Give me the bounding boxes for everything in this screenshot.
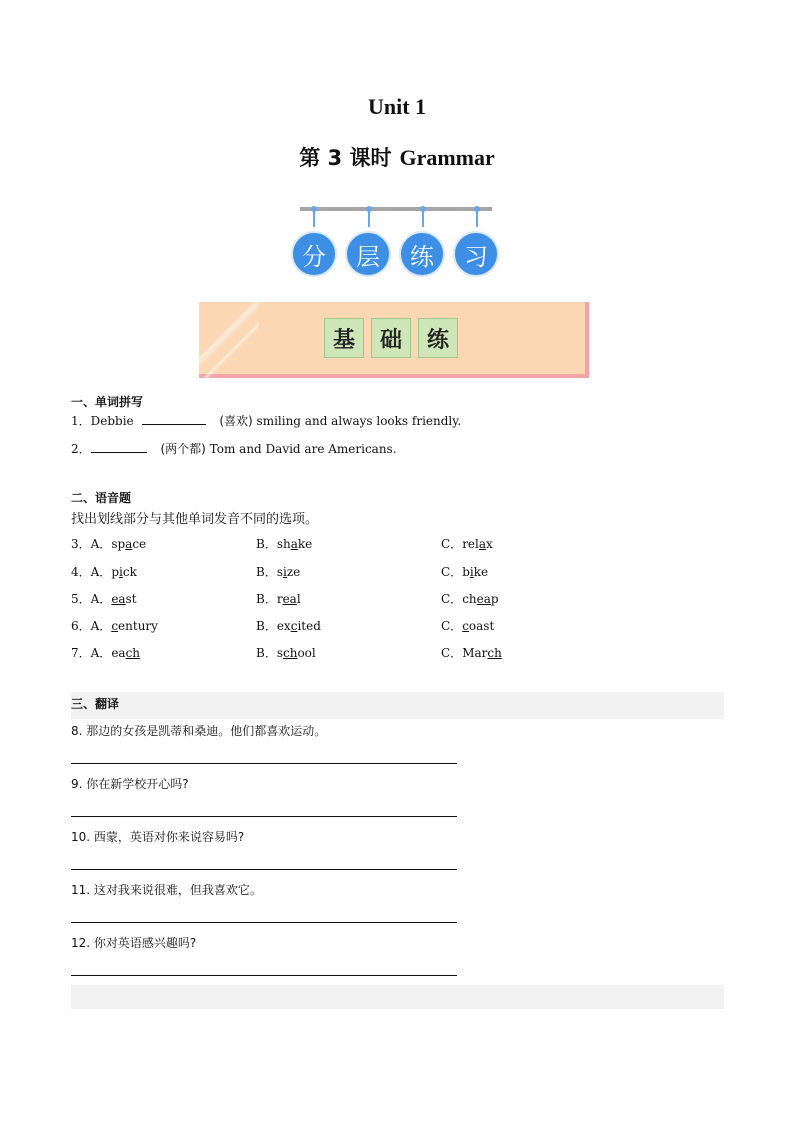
section-heading: 一、单词拼写 xyxy=(71,395,144,409)
unit-title: Unit 1 xyxy=(367,94,427,119)
translation-question: 9. 你在新学校开心吗? xyxy=(71,777,189,791)
section-heading: 二、语音题 xyxy=(71,491,132,505)
banner-tile: 练 xyxy=(418,318,458,358)
option-label: B． xyxy=(256,565,277,579)
phonics-option-a[interactable] xyxy=(71,535,146,552)
option-word: cheap xyxy=(462,592,499,606)
phonics-option-c[interactable] xyxy=(441,644,502,661)
section-heading: 三、翻译 xyxy=(71,697,120,711)
phonics-option-a[interactable] xyxy=(71,644,140,661)
option-word: space xyxy=(111,537,147,551)
question-text: Tom and David are Americans. xyxy=(209,442,397,456)
answer-line[interactable] xyxy=(71,816,457,817)
option-label: C． xyxy=(441,646,463,660)
lesson-topic: Grammar xyxy=(399,145,495,170)
question-number: 1．Debbie xyxy=(71,414,134,428)
banner-tile: 础 xyxy=(371,318,411,358)
translation-question: 8. 那边的女孩是凯蒂和桑迪。他们都喜欢运动。 xyxy=(71,724,327,738)
hint: (两个都) xyxy=(160,442,206,456)
answer-line[interactable] xyxy=(71,922,457,923)
pin-string xyxy=(313,209,315,227)
banner-tile: 基 xyxy=(324,318,364,358)
option-word: relax xyxy=(462,537,493,551)
question-1 xyxy=(71,412,461,429)
instruction: 找出划线部分与其他单词发音不同的选项。 xyxy=(71,512,319,527)
option-word: shake xyxy=(276,537,313,551)
option-word: school xyxy=(276,646,316,660)
option-word: pick xyxy=(111,565,137,579)
question-number: 6．A． xyxy=(71,619,112,633)
pin-string xyxy=(422,209,424,227)
lesson-title xyxy=(0,142,794,172)
phonics-option-c[interactable] xyxy=(441,535,493,552)
phonics-option-c[interactable] xyxy=(441,563,488,580)
answer-line[interactable] xyxy=(71,869,457,870)
question-text: smiling and always looks friendly. xyxy=(256,414,462,428)
option-word: bike xyxy=(462,565,489,579)
option-label: C． xyxy=(441,565,463,579)
section-shade xyxy=(71,985,724,1009)
option-word: century xyxy=(111,619,158,633)
pin-string xyxy=(368,209,370,227)
option-word: size xyxy=(276,565,301,579)
phonics-option-c[interactable] xyxy=(441,617,494,634)
question-number: 5．A． xyxy=(71,592,112,606)
translation-question: 11. 这对我来说很难，但我喜欢它。 xyxy=(71,883,262,897)
question-2 xyxy=(71,440,397,457)
hint: (喜欢) xyxy=(219,414,253,428)
phonics-option-b[interactable] xyxy=(256,644,316,661)
phonics-option-b[interactable] xyxy=(256,535,312,552)
pin-string xyxy=(476,209,478,227)
option-label: C． xyxy=(441,537,463,551)
translation-question: 10. 西蒙，英语对你来说容易吗? xyxy=(71,830,245,844)
badge-circle: 习 xyxy=(453,231,499,277)
option-label: B． xyxy=(256,592,277,606)
option-word: excited xyxy=(276,619,321,633)
badge-hanger-bar xyxy=(300,207,492,211)
translation-question: 12. 你对英语感兴趣吗? xyxy=(71,936,197,950)
option-word: each xyxy=(111,646,141,660)
question-number: 2． xyxy=(71,442,91,456)
badge-circle: 层 xyxy=(345,231,391,277)
badge-circle: 练 xyxy=(399,231,445,277)
phonics-option-b[interactable] xyxy=(256,617,321,634)
phonics-option-a[interactable] xyxy=(71,563,137,580)
option-label: B． xyxy=(256,646,277,660)
answer-blank[interactable] xyxy=(91,440,147,453)
answer-blank[interactable] xyxy=(142,412,206,425)
option-word: east xyxy=(111,592,137,606)
question-number: 3．A． xyxy=(71,537,112,551)
option-label: B． xyxy=(256,537,277,551)
option-word: coast xyxy=(462,619,495,633)
answer-line[interactable] xyxy=(71,975,457,976)
option-label: C． xyxy=(441,619,463,633)
phonics-option-b[interactable] xyxy=(256,563,300,580)
lesson-number: 第 3 课时 xyxy=(299,146,392,170)
option-word: real xyxy=(276,592,301,606)
option-word: March xyxy=(462,646,502,660)
option-label: C． xyxy=(441,592,463,606)
phonics-option-a[interactable] xyxy=(71,617,158,634)
answer-line[interactable] xyxy=(71,763,457,764)
question-number: 7．A． xyxy=(71,646,112,660)
option-label: B． xyxy=(256,619,277,633)
question-number: 4．A． xyxy=(71,565,112,579)
section-shade xyxy=(71,692,724,719)
phonics-option-b[interactable] xyxy=(256,590,301,607)
phonics-option-c[interactable] xyxy=(441,590,499,607)
badge-circle: 分 xyxy=(291,231,337,277)
phonics-option-a[interactable] xyxy=(71,590,137,607)
